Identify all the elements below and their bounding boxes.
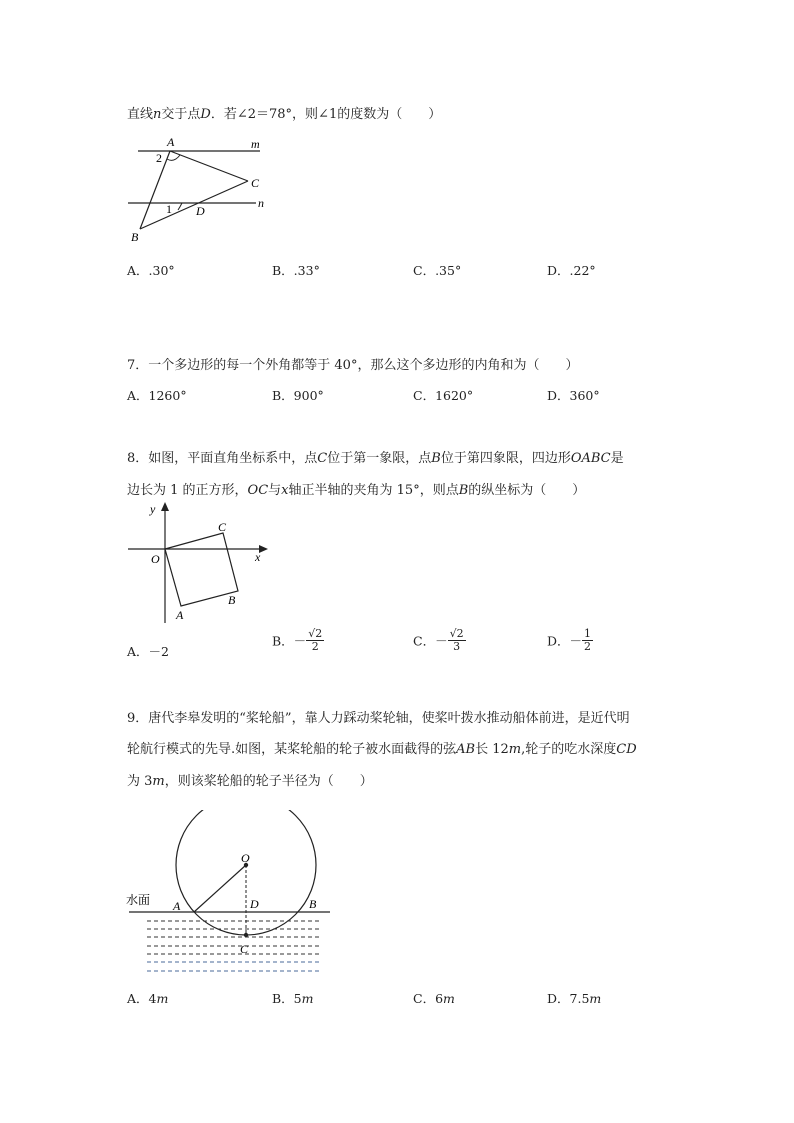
label-water: 水面 xyxy=(126,893,151,907)
label-O: O xyxy=(241,851,250,865)
q9-stem-line3: 为 3m，则该桨轮船的轮子半径为（ ） xyxy=(127,774,373,789)
label-m: m xyxy=(251,137,260,151)
q7-option-b[interactable]: B．900° xyxy=(272,388,324,403)
label-A: A xyxy=(173,899,181,913)
q8-stem-line2: 边长为 1 的正方形，OC与x轴正半轴的夹角为 15°，则点B的纵坐标为（ ） xyxy=(127,483,586,498)
q7-option-d[interactable]: D．360° xyxy=(547,388,600,403)
y-axis-arrow xyxy=(161,502,169,511)
label-A: A xyxy=(176,608,184,622)
label-n: n xyxy=(258,196,264,210)
q6-option-b[interactable]: B．.33° xyxy=(272,263,320,278)
label-y: y xyxy=(150,502,156,516)
label-O: O xyxy=(151,552,160,566)
q6-option-d[interactable]: D．.22° xyxy=(547,263,596,278)
q9-option-c[interactable]: C．6m xyxy=(413,991,455,1006)
label-D: D xyxy=(196,204,205,218)
q9-figure xyxy=(120,810,335,980)
fraction: $\frac{√2}{3}$ xyxy=(449,627,464,653)
q9-option-a[interactable]: A．4m xyxy=(127,991,169,1006)
q9-option-b[interactable]: B．5m xyxy=(272,991,314,1006)
point-C xyxy=(244,933,248,937)
fraction: $\frac{√2}{2}$ xyxy=(308,627,323,653)
q7-option-c[interactable]: C．1620° xyxy=(413,388,474,403)
label-B: B xyxy=(228,593,236,607)
segment-AC xyxy=(170,151,248,181)
label-C: C xyxy=(240,942,249,956)
q6-option-a[interactable]: A．.30° xyxy=(127,263,175,278)
q6-stem: 直线n交于点D．若∠2＝78°，则∠1的度数为（ ） xyxy=(127,107,442,122)
q7-option-a[interactable]: A．1260° xyxy=(127,388,187,403)
label-x: x xyxy=(255,550,261,564)
label-C: C xyxy=(218,520,227,534)
label-2: 2 xyxy=(156,151,162,165)
label-B: B xyxy=(309,897,317,911)
q7-stem: 7．一个多边形的每一个外角都等于 40°，那么这个多边形的内角和为（ ） xyxy=(127,358,579,373)
q9-stem-line2: 轮航行模式的先导.如图，某桨轮船的轮子被水面截得的弦AB长 12m,轮子的吃水深度CD xyxy=(127,742,637,757)
q8-stem-line1: 8．如图，平面直角坐标系中，点C位于第一象限，点B位于第四象限，四边形OABC是 xyxy=(127,451,624,466)
radius-OA xyxy=(194,865,246,912)
label-1: 1 xyxy=(166,202,172,216)
q8-figure xyxy=(120,500,280,625)
q6-option-c[interactable]: C．.35° xyxy=(413,263,462,278)
q9-stem-line1: 9．唐代李皋发明的“桨轮船”，靠人力踩动桨轮轴，使桨叶拨水推动船体前进，是近代明 xyxy=(127,711,630,726)
label-A: A xyxy=(167,135,175,149)
label-B: B xyxy=(131,230,139,244)
angle-1-arc xyxy=(178,203,182,210)
q8-option-b[interactable]: B．－ $\frac{√2}{2}$ xyxy=(272,627,323,653)
q6-figure xyxy=(120,133,280,245)
q8-option-a[interactable]: A．－2 xyxy=(127,644,169,659)
q8-option-d[interactable]: D．－ $\frac{1}{2}$ xyxy=(547,627,592,653)
angle-2-arc xyxy=(167,155,180,160)
label-C: C xyxy=(251,176,260,190)
x-axis-arrow xyxy=(259,545,268,553)
label-D: D xyxy=(250,897,259,911)
q8-option-c[interactable]: C．－ $\frac{√2}{3}$ xyxy=(413,627,464,653)
fraction: $\frac{1}{2}$ xyxy=(584,627,592,653)
q9-option-d[interactable]: D．7.5m xyxy=(547,991,602,1006)
